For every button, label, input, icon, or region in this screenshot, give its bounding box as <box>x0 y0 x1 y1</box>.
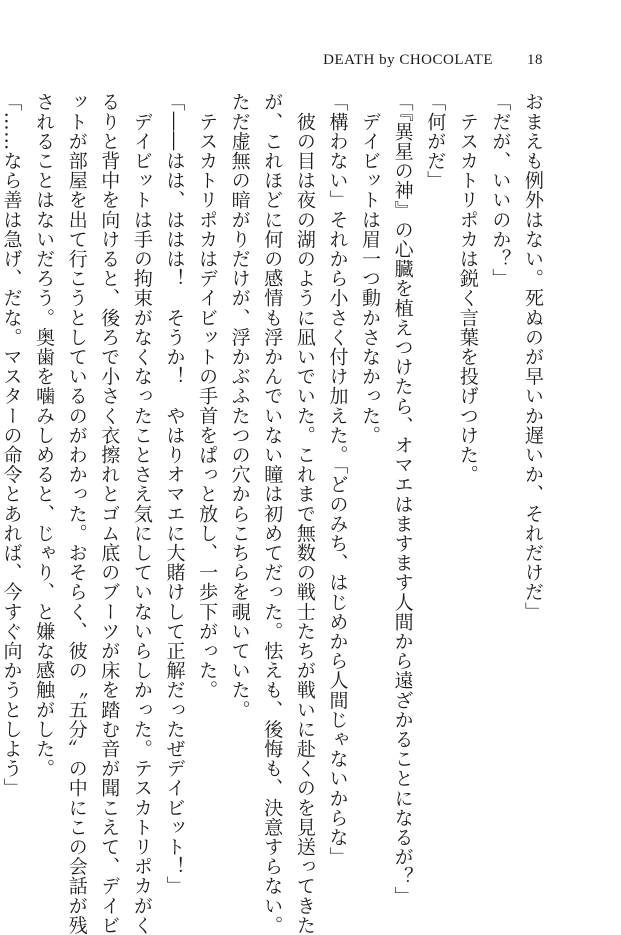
text-line: おまえも例外はない。死ぬのが早いか遅いか、それだけだ」 <box>522 92 544 622</box>
text-line: るりと背中を向けると、後ろで小さく衣擦れとゴム底のブーツが床を踏む音が聞こえて、デイビ <box>98 92 121 935</box>
text-line: デイビットは眉一つ動かさなかった。 <box>359 92 382 445</box>
book-title: DEATH by CHOCOLATE <box>323 52 493 68</box>
text-line: 「だが、いいのか？」 <box>489 92 512 288</box>
text-line: ットが部屋を出て行こうとしているのがわかった。おそらく、彼の〝五分〟の中にこの会話が残 <box>65 92 88 935</box>
text-line: ただ虚無の暗がりだけが、浮かぶふたつの穴からこちらを覗いていた。 <box>228 92 251 720</box>
text-line: テスカトリポカはデイビットの手首をぱっと放し、一歩下がった。 <box>196 92 219 700</box>
text-line: テスカトリポカは鋭く言葉を投げつけた。 <box>456 92 479 484</box>
page-number: 18 <box>527 52 543 68</box>
text-line: 「……なら善は急げ、だな。マスターの命令とあれば、今すぐ向かうとしよう」 <box>0 92 23 798</box>
vertical-body-text <box>0 92 549 935</box>
text-line: されることはないだろう。奥歯を噛みしめると、じゃり、と嫌な感触がした。 <box>33 92 56 778</box>
text-line: デイビットは手の拘束がなくなったことさえ気にしていないらしかった。テスカトリポカがく <box>130 92 153 935</box>
text-line: が、これほどに何の感情も浮かんでいない瞳は初めてだった。怯えも、後悔も、決意すらない。 <box>261 92 284 935</box>
text-line: 彼の目は夜の湖のように凪いでいた。これまで無数の戦士たちが戦いに赴くのを見送ってきた <box>293 92 316 935</box>
running-header <box>323 52 543 69</box>
text-line: 「何がだ」 <box>424 92 447 190</box>
text-line: 「構わない」それから小さく付け加えた。「どのみち、はじめから人間じゃないからな」 <box>326 92 349 867</box>
text-line: 「『異星の神』の心臓を植えつけたら、オマエはますます人間から遠ざかることになるが？」 <box>391 92 414 906</box>
text-line: 「――はは、ははは！ そうか！ やはりオマエに大賭けして正解だったぜデイビット！」 <box>163 92 186 896</box>
